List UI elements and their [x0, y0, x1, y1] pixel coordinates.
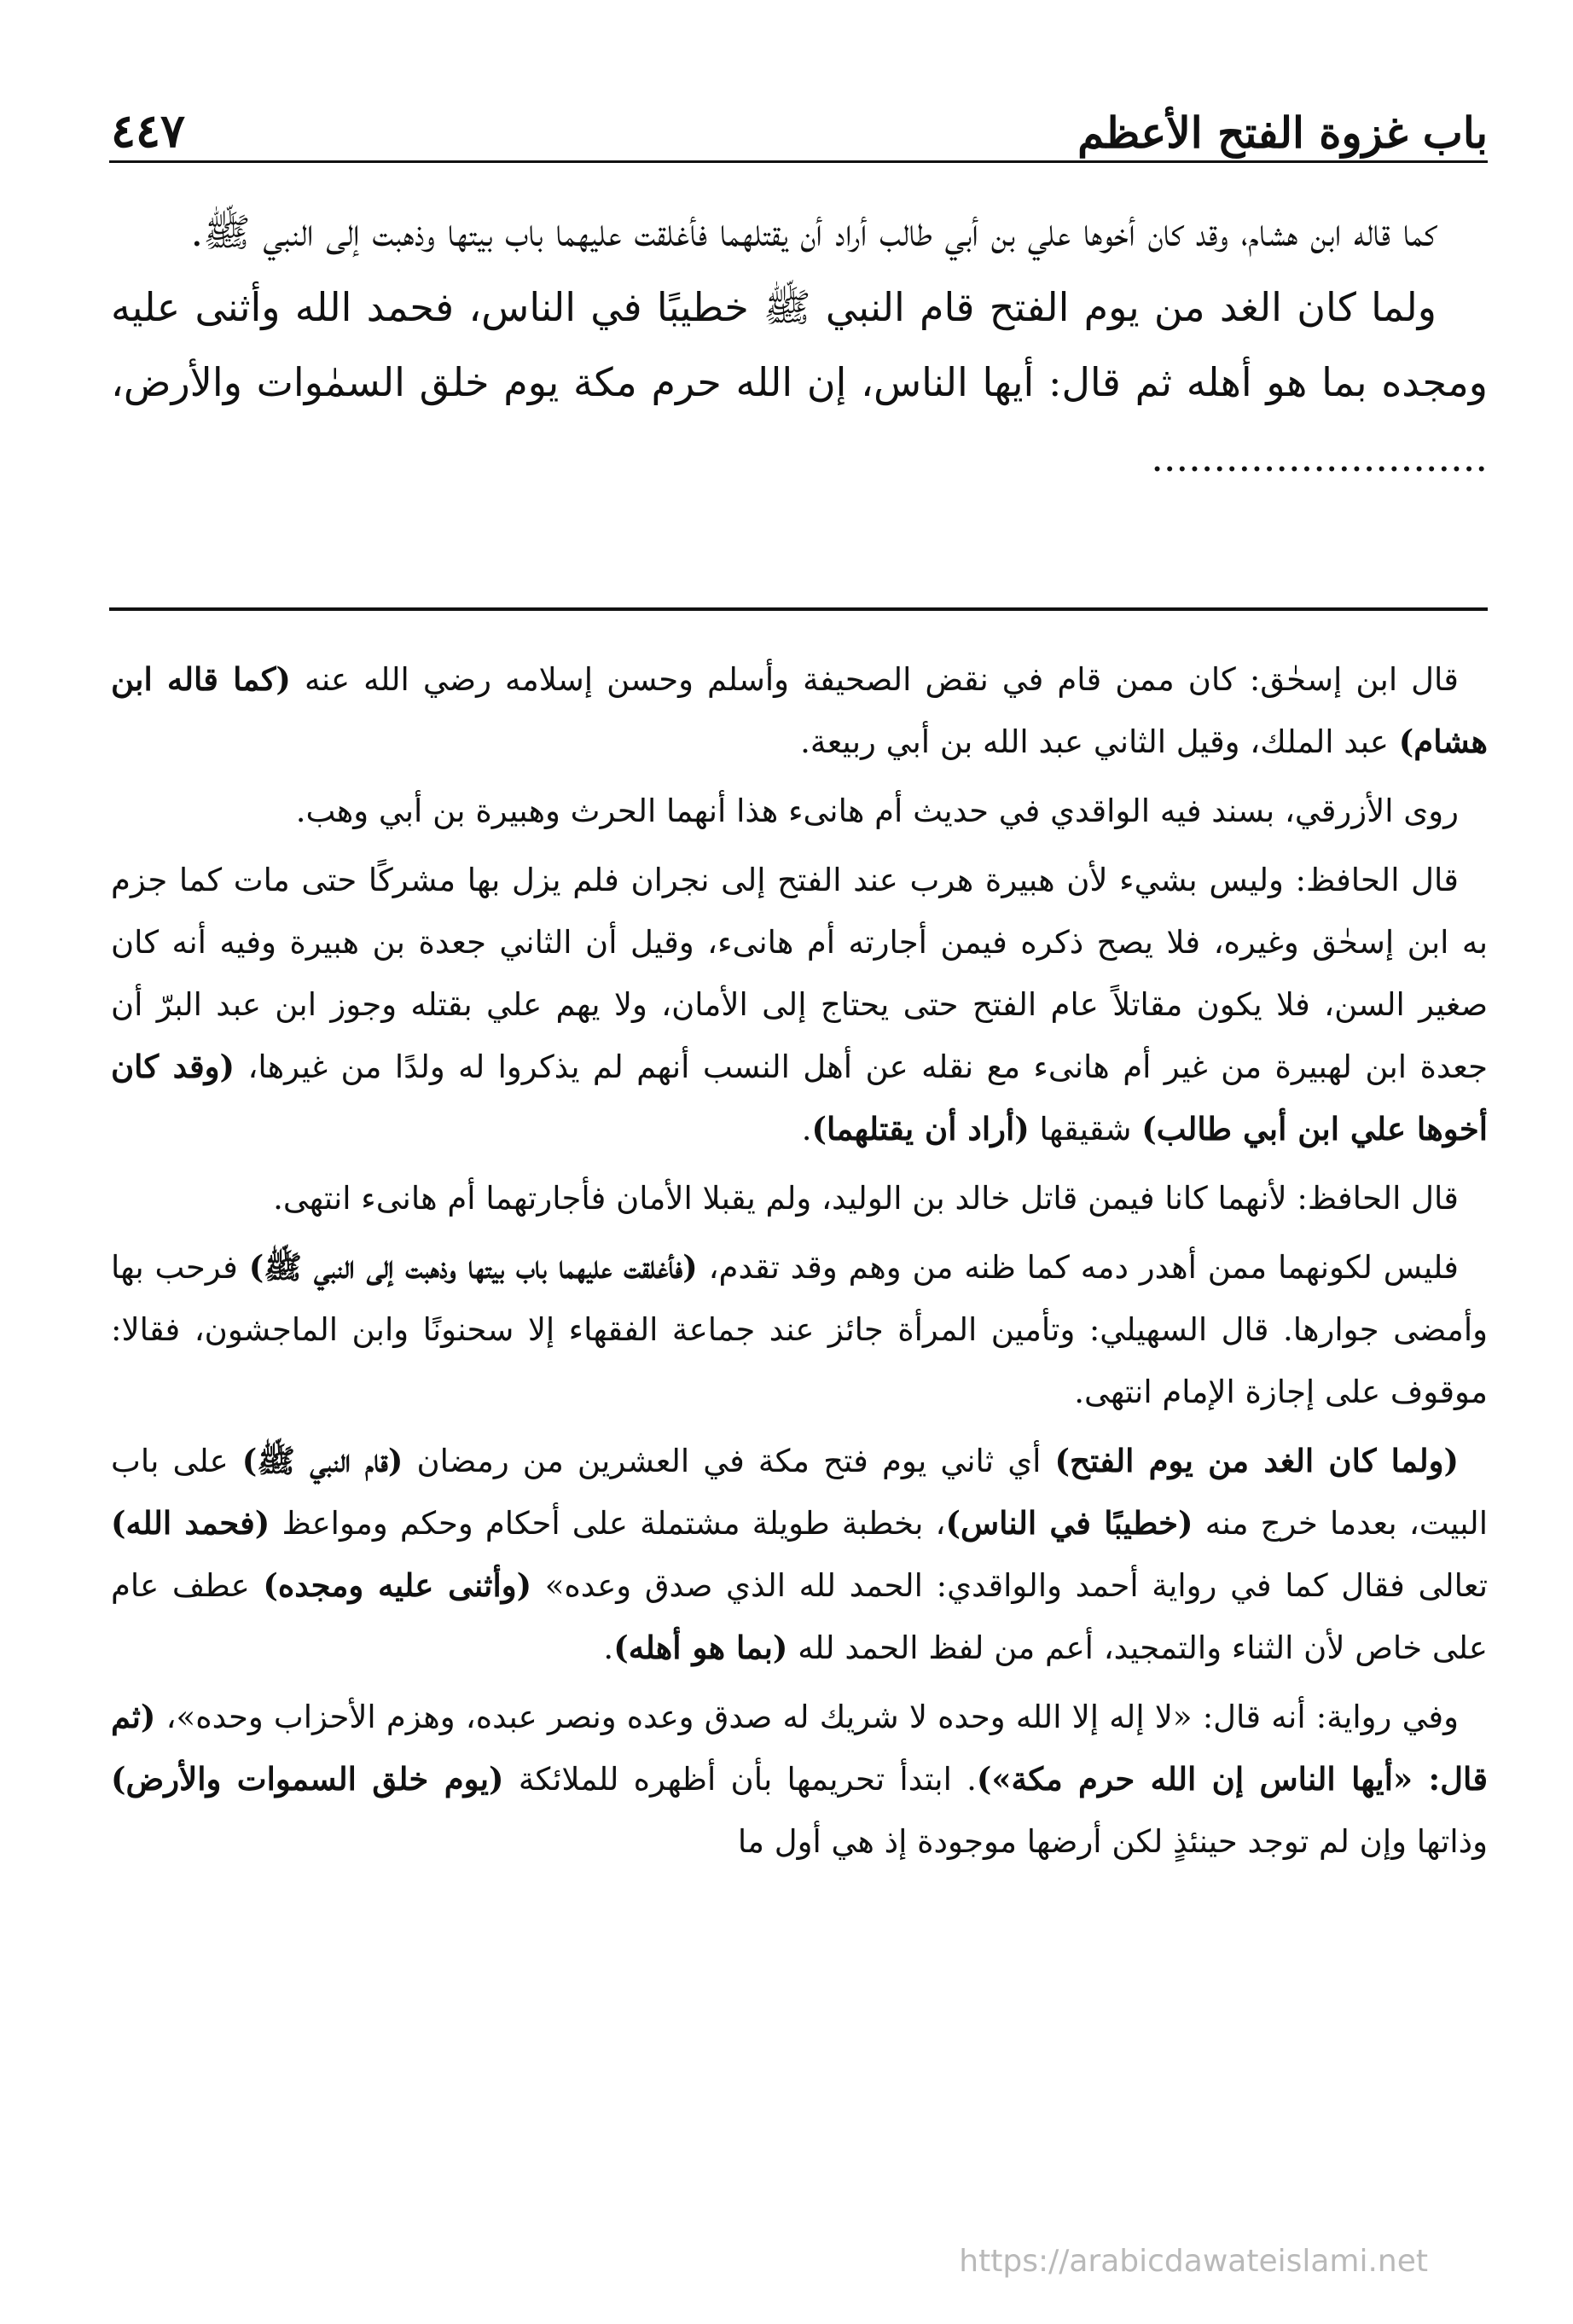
header-rule	[109, 160, 1488, 163]
commentary-paragraph-4: قال الحافظ: لأنهما كانا فيمن قاتل خالد بن الوليد، ولم يقبلا الأمان فأجارتهما أم هانىء انتهى.	[273, 1180, 1459, 1217]
bold-quote: (يوم خلق السموات والأرض)	[111, 1760, 504, 1798]
commentary-paragraph-1: قال ابن إسحٰق: كان ممن قام في نقض الصحيفة وأسلم وحسن إسلامه رضي الله عنه (كما قاله ابن هشام) عبد الملك، وقيل الثاني عبد الله بن أبي ربيعة.	[111, 660, 1488, 760]
footnote-separator-rule	[109, 607, 1488, 611]
commentary-paragraph-3: قال الحافظ: وليس بشيء لأن هبيرة هرب عند الفتح إلى نجران فلم يزل بها مشركًا حتى مات كما جزم به ابن إسحٰق وغيره، فلا يصح ذكره فيمن أجارته أم هانىء، وقيل أن الثاني جعدة بن هبيرة وفيه أنه كان صغير السن، فلا يكون مقاتلاً عام الفتح حتى يحتاج إلى الأمان، ولا يهم علي بقتله وجوز ابن عبد البرّ أن جعدة ابن لهبيرة من غير أم هانىء مع نقله عن أهل النسب أنهم لم يذكروا له ولدًا من غيرها، (وقد كان أخوها علي ابن أبي طالب) شقيقها (أراد أن يقتلهما).	[111, 862, 1488, 1147]
page-header	[111, 81, 1488, 158]
chapter-title: باب غزوة الفتح الأعظم	[1077, 107, 1488, 158]
commentary-paragraph-2: روى الأزرقي، بسند فيه الواقدي في حديث أم هانىء هذا أنهما الحرث وهبيرة بن أبي وهب.	[295, 793, 1459, 829]
bold-quote: (كما قاله ابن هشام)	[111, 660, 1488, 760]
commentary-paragraph-5: فليس لكونهما ممن أهدر دمه كما ظنه من وهم وقد تقدم، (فأغلقت عليهما باب بيتها وذهبت إلى النبي ﷺ) فرحب بها وأمضى جوارها. قال السهيلي: وتأمين المرأة جائز عند جماعة الفقهاء إلا سحنونًا وابن الماجشون، فقالا: موقوف على إجازة الإمام انتهى.	[111, 1248, 1488, 1410]
bold-quote: (ثم قال: «أيها الناس إن الله حرم مكة»)	[111, 1698, 1489, 1798]
bold-quote: (بما هو أهله)	[613, 1629, 788, 1666]
main-text	[111, 195, 1488, 495]
watermark-url: https://arabicdawateislami.net	[959, 2244, 1428, 2279]
ellipsis-dots: ...........................	[1151, 434, 1488, 480]
commentary-paragraph-6: (ولما كان الغد من يوم الفتح) أي ثاني يوم فتح مكة في العشرين من رمضان (قام النبي ﷺ) على باب البيت، بعدما خرج منه (خطيبًا في الناس)، بخطبة طويلة مشتملة على أحكام وحكم ومواعظ (فحمد الله) تعالى فقال كما في رواية أحمد والواقدي: الحمد لله الذي صدق وعده» (وأثنى عليه ومجده) عطف عام على خاص لأن الثناء والتمجيد، أعم من لفظ الحمد لله (بما هو أهله).	[111, 1442, 1489, 1666]
page-number: ٤٤٧	[111, 103, 186, 158]
bold-quote: (فأغلقت عليهما باب بيتها وذهبت إلى النبي ﷺ)	[248, 1248, 698, 1286]
commentary-paragraph-7: وفي رواية: أنه قال: «لا إله إلا الله وحده لا شريك له صدق وعده ونصر عبده، وهزم الأحزاب وحده»، (ثم قال: «أيها الناس إن الله حرم مكة»). ابتدأ تحريمها بأن أظهره للملائكة (يوم خلق السموات والأرض) وذاتها وإن لم توجد حينئذٍ لكن أرضها موجودة إذ هي أول ما	[111, 1698, 1489, 1860]
commentary-text	[111, 648, 1488, 1880]
main-paragraph-1: كما قاله ابن هشام، وقد كان أخوها علي بن أبي طالب أراد أن يقتلهما فأغلقت عليهما باب بيتها وذهبت إلى النبي ﷺ.	[190, 209, 1437, 255]
bold-quote: (خطيبًا في الناس)	[945, 1504, 1193, 1542]
bold-quote: (قام النبي ﷺ)	[241, 1442, 403, 1479]
bold-quote: (فحمد الله)	[111, 1504, 270, 1542]
bold-quote: (وقد كان أخوها علي ابن أبي طالب)	[111, 1048, 1488, 1147]
bold-quote: (وأثنى عليه ومجده)	[263, 1566, 532, 1604]
main-paragraph-2	[111, 270, 1488, 495]
bold-quote: (ولما كان الغد من يوم الفتح)	[1054, 1442, 1459, 1479]
main-paragraph-2-text: ولما كان الغد من يوم الفتح قام النبي ﷺ خطيبًا في الناس، فحمد الله وأثنى عليه ومجده بما هو أهله ثم قال: أيها الناس، إن الله حرم مكة يوم خلق السمٰوات والأرض،	[111, 284, 1488, 405]
bold-quote: (أراد أن يقتلهما)	[811, 1110, 1030, 1147]
